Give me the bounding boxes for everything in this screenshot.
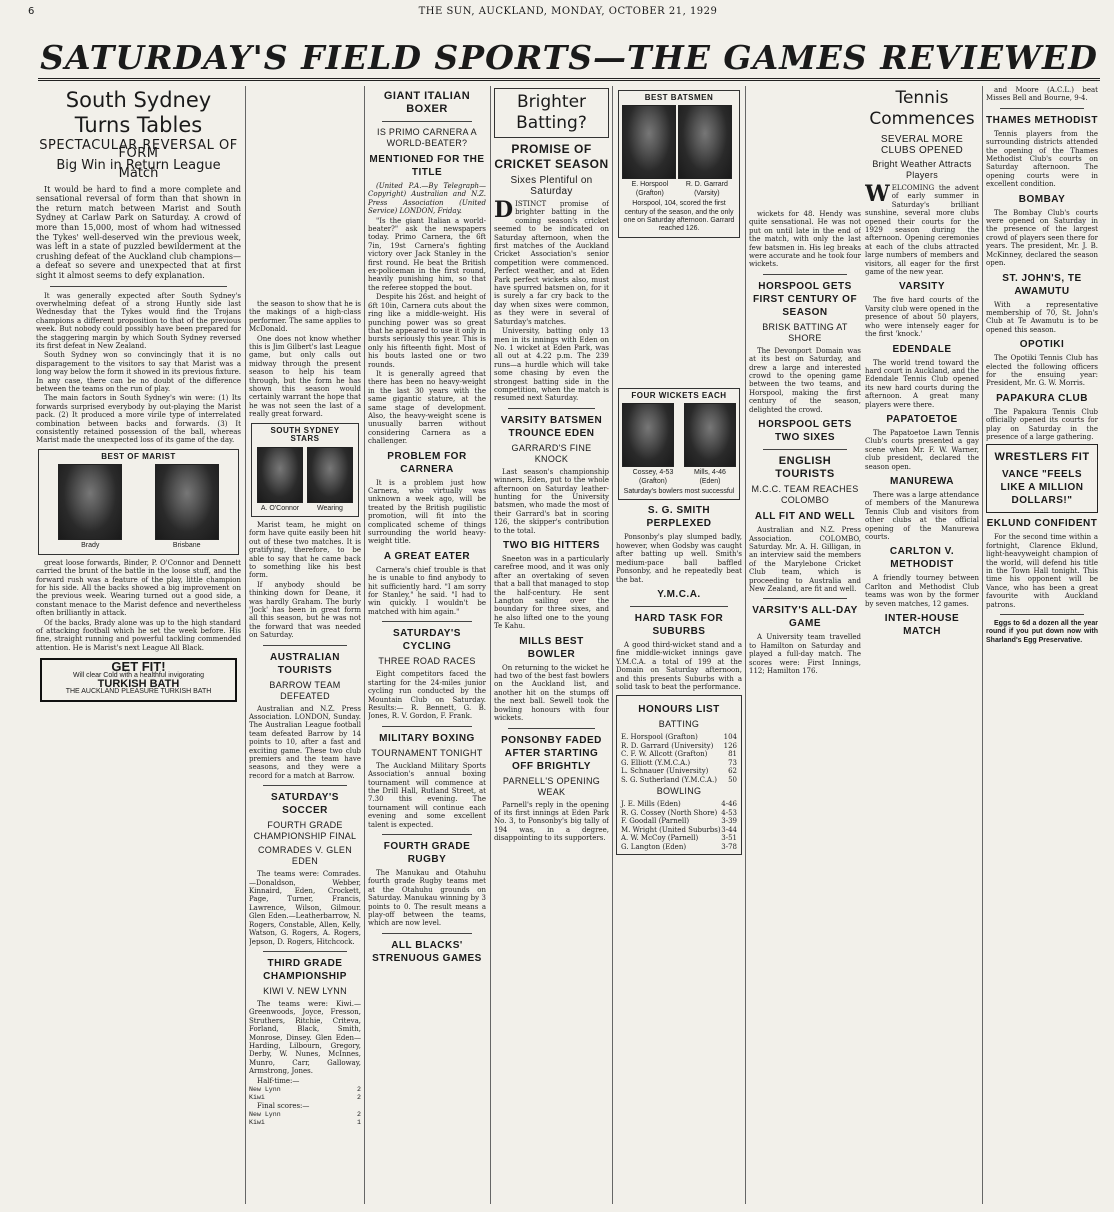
article-paragraph: A friendly tourney between Carlton and Methodist Club teams was won by the former by seven matches, 12 games. [865,574,979,608]
half-time-label: Half-time:— [257,1076,300,1085]
article-paragraph: It is a problem just how Carnera, who virtually was unknown a week ago, will be treated by the British pugilistic promotion, will fit into the complicated scheme of things surrounding the world heavy-weight title. [368,478,486,546]
article-paragraph: the season to show that he is the makings of a high-class performer. The same applies to McDonald. [249,300,361,334]
subhead-opotiki: OPOTIKI [1019,339,1065,351]
honours-row [621,834,737,843]
headline-varsity-batsmen: VARSITY BATSMEN TROUNCE EDEN [500,414,603,439]
headline-military-boxing: MILITARY BOXING [379,732,475,744]
column-cricket-photos [616,86,742,1204]
subhead-tournament: TOURNAMENT TONIGHT [371,747,483,758]
headline-soccer: SATURDAY'S SOCCER [271,792,339,817]
subhead-mcc: M.C.C. TEAM REACHES COLOMBO [751,484,859,506]
photo-caption: Wearing [317,504,343,512]
subhead-garrard: GARRARD'S FINE KNOCK [511,442,592,464]
headline-horspool: HORSPOOL GETS FIRST CENTURY OF SEASON [752,280,858,318]
photo-caption: Cossey, 4-53 (Grafton) [632,469,674,485]
honours-row [621,843,737,852]
final-scores-label: Final scores:— [257,1101,310,1110]
article-paragraph: and Moore (A.C.L.) beat Misses Bell and Bourne, 9-4. [986,86,1098,103]
page-banner: SATURDAY'S FIELD SPORTS—THE GAMES REVIEWED [38,38,1100,81]
article-paragraph: The Bombay Club's courts were opened on Saturday in the presence of the largest crowd of players seen there for years. The president, Mr. J. B. McKinney, declared the season open. [986,208,1098,268]
player-score: 104 [723,733,737,742]
lead-paragraph: It would be hard to find a more complete and sensational reversal of form than that shown in the return match between Marist and South Sydney at Carlaw Park on Saturday. A crowd of more than 15,000, most of whom had witnessed the Tykes' well-deserved win the previous week, was left in a state of puzzled bewilderment at the crushing defeat of the Auckland club champions—a defeat so severe and unexpected that at first sight it almost seems to defy explanation. [36,184,241,280]
subhead-more-clubs: SEVERAL MORE CLUBS OPENED [880,134,964,156]
divider [763,449,847,450]
player-photo [58,464,122,550]
honours-title: HONOURS LIST [638,704,720,716]
subhead-thames: THAMES METHODIST [986,114,1098,126]
subhead-manurewa: MANUREWA [890,475,954,487]
article-paragraph: Australian and N.Z. Press Association. LONDON, Sunday. The Australian League football team defeated Barrow by 14 points to 10, after a fast and exciting game. These two club premiers and the team have seasons, and they were a record for a match at Barrow. [249,704,361,780]
lead-text: ISTINCT promise of brighter batting in the coming season's cricket seemed to be indicated on Saturday afternoon, when the first matches of the Auckland Cricket Association's senior competition were commenced. Perfect weather, and at Eden Park perfect wickets also, must have spurred batsmen on, for it is surely a far cry back to the day when sixes were common, as they were in several of Saturday's matches. [494,200,609,326]
headline-all-blacks: ALL BLACKS' STRENUOUS GAMES [372,939,482,964]
player-score: 73 [728,758,737,767]
column-giant-boxer [368,86,486,1204]
player-score: 81 [728,750,737,759]
divider [1000,614,1084,615]
portrait-image [684,403,736,467]
egg-preservative-advert: Eggs to 6d a dozen all the year round if you put down now with Sharland's Egg Preservative. [986,620,1098,644]
subhead-mills: MILLS BEST BOWLER [519,635,584,660]
honours-row [621,817,737,826]
headline-wrestlers: WRESTLERS FIT [994,451,1090,464]
team-score: 2 [357,1111,361,1119]
honours-row [621,759,737,768]
divider [382,621,472,622]
player-name: F. Goodall (Parnell) [621,817,690,826]
photo-caption: Brisbane [172,542,201,550]
headline-south-sydney: South Sydney Turns Tables [65,88,212,137]
photo-title: FOUR WICKETS EACH [631,390,727,400]
article-paragraph: A good third-wicket stand and a fine middle-wicket innings gave Y.M.C.A. a total of 199 at the Domain on Saturday afternoon, and this presents Suburbs with a solid task to beat the performance. [616,640,742,691]
article-paragraph: Parnell's reply in the opening of its first innings at Eden Park No. 3, to Ponsonby's big tally of 194 was, in a degree, disappointing to its supporters. [494,800,609,843]
player-name: J. E. Mills (Eden) [621,800,681,809]
player-name: C. F. W. Allcott (Grafton) [621,750,708,759]
column-rule [245,86,246,1204]
player-name: M. Wright (United Suburbs) [621,825,721,834]
drop-cap: W [865,181,890,207]
player-name: L. Schnauer (University) [621,767,709,776]
player-figures: 3-44 [721,825,737,834]
advert-subtitle: Will clear Cold with a healthful invigorating [72,671,205,679]
headline-giant-boxer: GIANT ITALIAN BOXER [383,90,471,115]
subhead-inter-house: INTER-HOUSE MATCH [884,613,960,638]
headline-english-tourists: ENGLISH TOURISTS [775,455,835,481]
honours-list [616,695,742,855]
photo-title: BEST OF MARIST [101,451,176,461]
article-paragraph: With a representative membership of 70, St. John's Club at Te Awamutu is to be opened this season. [986,300,1098,334]
divider [263,645,347,646]
photo-note: Saturday's bowlers most successful [623,488,735,496]
player-photo [678,105,736,198]
photo-caption: R. D. Garrard (Varsity) [685,181,728,197]
photo-best-of-marist [38,449,239,555]
divider [382,834,472,835]
article-paragraph: The Opotiki Tennis Club has elected the following officers for the ensuing year: President, Mr. G. W. Morris. [986,354,1098,388]
subhead-great-eater: A GREAT EATER [383,550,471,562]
photo-note: Horspool, 104, scored the first century of the season, and the only one on Saturday afternoon. Garrard reached 126. [623,200,735,233]
subhead-papatoetoe: PAPATOETOE [886,413,958,425]
subhead-st-johns: ST. JOHN'S, TE AWAMUTU [1002,272,1082,297]
subhead-parnell: PARNELL'S OPENING WEAK [502,775,601,797]
player-figures: 3-78 [721,842,737,851]
player-score: 62 [728,767,737,776]
player-photo [307,447,353,513]
article-paragraph: On returning to the wicket he had two of the best fast bowlers on the Auckland list, and another hit on the stumps off the next ball. Sewell took the bowling honours with four wickets. [494,663,609,723]
article-paragraph: The Manukau and Otahuhu fourth grade Rugby teams met at the Otahuhu grounds on Saturday. Manukau winning by 3 points to 0. The result means a play-off between the teams, which are now level. [368,868,486,928]
photo-four-wickets [618,388,740,501]
honours-row [621,800,737,809]
column-sport-briefs [249,300,361,1204]
divider [263,951,347,952]
headline-ponsonby: PONSONBY FADED AFTER STARTING OFF BRIGHTLY [501,734,602,772]
player-name: R. G. Cossey (North Shore) [621,808,718,817]
half-time-scores [249,1086,361,1102]
masthead [28,4,1108,20]
column-rule [364,86,365,1204]
portrait-image [307,447,353,503]
honours-row [621,826,737,835]
article-paragraph: The world trend toward the hard court in Auckland, and the Edendale Tennis Club opened its new hard courts during the afternoon. A great many players were there. [865,358,979,409]
player-figures: 3-39 [721,817,737,826]
divider [382,933,472,934]
article-paragraph: The Papakura Tennis Club officially opened its courts for play on Saturday in the presence of a large gathering. [986,407,1098,441]
team-score: 2 [357,1085,361,1093]
headline-brighter-batting: Brighter Batting? [494,88,609,138]
divider [1000,108,1084,109]
player-name: E. Horspool (Grafton) [621,733,698,742]
column-rule [745,86,746,1204]
subhead-eklund: EKLUND CONFIDENT [986,518,1098,530]
advert-footer: THE AUCKLAND PLEASURE TURKISH BATH [65,688,212,696]
article-paragraph: The main factors in South Sydney's win were: (1) Its forwards surprised everybody by out-playing the Marist pack. (2) It produced a more virile type of interrelated combination between backs and forwards. (3) It consistently retained possession of the ball, whereas Marist made the unexpected loss of its game of the day. [36,394,241,445]
player-figures: 4-53 [721,808,737,817]
portrait-image [257,447,303,503]
photo-caption: A. O'Connor [260,504,300,512]
wrestlers-box [986,444,1098,513]
player-name: G. Langton (Eden) [621,842,687,851]
subhead-varsity: VARSITY [898,281,946,293]
subhead-reversal: SPECTACULAR REVERSAL OF FORM [39,138,238,162]
press-credit: (United P.A.—By Telegraph—Copyright) Australian and N.Z. Press Association (United Service) LONDON, Friday. [368,182,486,216]
subhead-smith: S. G. SMITH PERPLEXED [646,505,712,530]
article-paragraph: Last season's championship winners, Eden, put to the whole afternoon on Saturday leather-hunting for the University batsmen, who made the most of their Garrard's bat in scoring 126, the skipper's contribution to the total. [494,467,609,535]
article-paragraph: University, batting only 13 men in its innings with Eden on No. 1 wicket at Eden Park, was all out at 4.22 p.m. The 239 runs—a hurdle which will take some chasing by even the strongest batting side in the competition, when the match is resumed next Saturday. [494,327,609,403]
portrait-image [622,105,676,179]
article-paragraph: Of the backs, Brady alone was up to the high standard of attacking football which he set the week before. His fine, straight running and powerful tackling commended attention. He is Marist's next League All Black. [36,618,241,652]
lead-paragraph [865,181,979,277]
headline-tennis: Tennis Commences [869,88,975,129]
divider [263,785,347,786]
player-photo [684,403,736,486]
player-photo [257,447,303,513]
divider [50,286,227,287]
column-tennis-clubs [986,86,1098,1204]
team-name: Kiwi [249,1119,265,1127]
article-paragraph: The Auckland Military Sports Association's annual boxing tournament will commence at the Drill Hall, Rutland Street, at 7.30 this evening. The tournament will continue each evening and some excellent talent is expected. [368,761,486,829]
subhead-two-sixes: HORSPOOL GETS TWO SIXES [758,419,852,444]
turkish-bath-advert [40,658,237,702]
subhead-road-races: THREE ROAD RACES [378,656,476,667]
article-paragraph: If anybody should be thinking down for Deane, it was hardly Graham. The burly 'Jock' has been in great form all this season, but he was not the forward that was needed on Saturday. [249,580,361,640]
column-rule [982,86,983,1204]
headline-varsity-all-day: VARSITY'S ALL-DAY GAME [752,605,858,630]
honours-row [621,809,737,818]
article-paragraph: The teams were: Kiwi.—Greenwoods, Joyce, Fresson, Struthers, Ritchie, Criteva, Forland, Black, Smith, Monrose, Dinsey. Glen Eden—Harding, Lilbourn, Gregory, Derby, W. Nunes, McInnes, Munro, Carr, Galloway, Armstrong, Jones. [249,999,361,1076]
divider [382,726,472,727]
headline-australian-tourists: AUSTRALIAN TOURISTS [270,651,340,676]
subhead-brisk: BRISK BATTING AT SHORE [762,321,848,343]
advert-name: TURKISH BATH [97,677,180,690]
article-paragraph: Carnera's chief trouble is that he is unable to find anybody to hit sufficiently hard. "I am sorry for Stanley," he said. "I had to win quickly. I wouldn't be matched with him again." [368,565,486,616]
column-rule [490,86,491,1204]
article-paragraph: It is generally agreed that there has been no heavy-weight in the last 30 years with the same gigantic stature, at the same stage of development. Also, the heavy-weight scene is unusually barren without considering Carnera as a challenger. [368,369,486,446]
honours-row [621,742,737,751]
divider [508,408,595,409]
subhead-vance: VANCE "FEELS LIKE A MILLION DOLLARS!" [1000,469,1084,507]
paper-line: THE SUN, AUCKLAND, MONDAY, OCTOBER 21, 1929 [418,6,718,17]
article-paragraph: It was generally expected after South Sydney's overwhelming defeat of a strong Huntly side last Wednesday that the Tykes would find the Trojans champions a different proposition to that of the previous week. But nobody could possibly have been prepared for the staggering margin by which South Sydney reversed its first defeat in New Zealand. [36,291,241,350]
subhead-papakura: PAPAKURA CLUB [996,392,1088,404]
subhead-big-win: Big Win in Return League Match [56,157,221,182]
player-photo [622,105,678,198]
article-paragraph: For the second time within a fortnight, Clarence Eklund, light-heavyweight champion of the world, will defend his title in the Town Hall tonight. This time his opponent will be Vance, who has been a great favourite with Auckland patrons. [986,533,1098,609]
player-name: G. Elliott (Y.M.C.A.) [621,758,691,767]
article-paragraph: wickets for 48. Hendy was quite sensational. He was not put on until late in the end of the match, with only the last few batsmen in. His leg breaks were accurate and he took four wickets. [749,210,861,269]
score-row [249,1094,361,1102]
page-number: 6 [28,6,35,17]
article-paragraph: There was a large attendance of members of the Manurewa Tennis Club and visitors from other clubs at the official opening of the Manurewa courts. [865,490,979,541]
portrait-image [155,464,219,540]
subhead-carnera: IS PRIMO CARNERA A WORLD-BEATER? [377,127,477,148]
photo-best-batsmen [618,90,740,238]
column-south-sydney [36,86,241,1204]
drop-cap: D [494,197,514,223]
subhead-barrow: BARROW TEAM DEFEATED [269,679,341,701]
article-paragraph: Australian and N.Z. Press Association. COLOMBO, Saturday. Mr. A. H. Gilligan, in an interview said the members of the Marylebone Cricket Club team, which is proceeding to Australia and New Zealand, are fit and well. [749,526,861,593]
player-photo [622,403,684,486]
divider [630,606,728,607]
player-name: S. G. Sutherland (Y.M.C.A.) [621,775,717,784]
player-photo [155,464,219,550]
bowling-title: BOWLING [656,786,702,797]
divider [763,598,847,599]
column-brighter-batting [494,86,609,1204]
score-row [249,1086,361,1094]
subhead-ymca: Y.M.C.A. [657,588,701,600]
article-paragraph: "Is the giant Italian a world-beater?" ask the newspapers today. Primo Carnera, the 6ft 7in, 19st Carnera's fighting victory over Jack Stanley in the first round. He beat the British ex-policeman in the first round, heavily punishing him, so that the referee stopped the bout. [368,216,486,292]
article-paragraph: The Devonport Domain was at its best on Saturday, and drew a large and interested crowd to the opening game between the two teams, and Horspool, making the first century of the season, delighted the crowd. [749,346,861,414]
final-scores [249,1111,361,1127]
subhead-bombay: BOMBAY [1018,193,1066,205]
subhead-problem: PROBLEM FOR CARNERA [387,450,467,475]
photo-caption: E. Horspool (Grafton) [631,181,669,197]
player-name: R. D. Garrard (University) [621,741,714,750]
subhead-comrades: COMRADES V. GLEN EDEN [258,845,352,867]
batting-title: BATTING [658,719,700,730]
article-paragraph: One does not know whether this is Jim Gilbert's last League game, but only calls out midway through the present season to help his team through, but the form he has shown this season would certainly warrant the hope that he was not seen the last of a really great forward. [249,334,361,419]
portrait-image [58,464,122,540]
player-score: 50 [728,775,737,784]
column-tennis [865,86,979,1204]
subhead-fourth-grade: FOURTH GRADE CHAMPIONSHIP FINAL [253,820,357,842]
article-paragraph: Sneeton was in a particularly carefree mood, and it was only after an overtaking of seven that a ball that managed to stop the half-century. He sent Langton sailing over the boundary for three sixes, and he also lifted one to the young Te Kahu. [494,555,609,631]
photo-caption: Mills, 4-46 (Eden) [694,469,726,485]
player-figures: 4-46 [721,800,737,809]
photo-caption: Brady [81,542,100,550]
headline-cycling: SATURDAY'S CYCLING [393,628,461,653]
photo-south-sydney-stars [251,423,359,517]
article-paragraph: Tennis players from the surrounding districts attended the opening of the Thames Methodist Club's courts on Saturday afternoon. The opening courts were in excellent condition. [986,129,1098,189]
subhead-carlton: CARLTON V. METHODIST [889,546,955,571]
subhead-two-big-hitters: TWO BIG HITTERS [503,540,600,551]
column-rule [612,86,613,1204]
article-paragraph: The teams were: Comrades.—Donaldson, Webber, Kinnaird, Eden, Crockett, Page, Turner, Francis, Lawrence, Wilson, Gilmour. Glen Eden.—Leatherbarrow, N. Rogers, Constable, Allen, Kelly, Watson, G. Rogers, A. Rogers, Jepson, D. Rogers, Hitchcock. [249,870,361,946]
article-paragraph: Despite his 26st. and height of 6ft 10in, Carnera cuts about the ring like a middle-weight. His punching power was so great that he appeared to use it only in bursts seriously this year. This is only his fifteenth fight. Most of his bouts lasted one or two rounds. [368,293,486,369]
article-paragraph: Ponsonby's play slumped badly, however, when Godsby was caught after batting up well. Smith's medium-pace ball baffled Ponsonby, and he repeatedly beat the bat. [616,533,742,584]
headline-fourth-grade-rugby: FOURTH GRADE RUGBY [383,840,471,865]
score-row [249,1119,361,1127]
honours-row [621,767,737,776]
subhead-edendale: EDENDALE [892,343,952,355]
score-row [249,1111,361,1119]
article-paragraph: South Sydney won so convincingly that it is no disparagement to the visitors to say that Marist was a long way below the form it showed in its previous fixture. In any case, there can be no doubt of the difference between the teams on the run of play. [36,351,241,394]
subhead-promise: PROMISE OF CRICKET SEASON [494,142,609,171]
subhead-sixes: Sixes Plentiful on Saturday [510,175,593,197]
player-name: A. W. McCoy (Parnell) [621,834,699,843]
divider [382,121,472,122]
divider [763,274,847,275]
article-paragraph: Marist team, he might on form have quite easily been hit out of these two matches. It is gratifying, therefore, to be able to say that he came back to something like his best form. [249,520,361,580]
subhead-title: MENTIONED FOR THE TITLE [369,154,485,178]
headline-hard-task: HARD TASK FOR SUBURBS [634,612,724,637]
honours-row [621,733,737,742]
team-score: 1 [357,1119,361,1127]
subhead-kiwi: KIWI V. NEW LYNN [263,985,347,996]
subhead-all-fit: ALL FIT AND WELL [754,511,856,523]
article-paragraph: great loose forwards, Binder, P. O'Connor and Dennett carried the brunt of the battle in the loose stuff, and the forward rush was a feature of the play, little champion for his side. All the backs showed a big improvement on the previous week. Wearing turned out a good side, a constant menace to the Marist defence and nevertheless often brilliantly in attack. [36,558,241,618]
lead-text: ELCOMING the advent of early summer in Saturday's brilliant sunshine, several more clubs opened their courts for the 1929 season during the afternoon. Opening ceremonies at each of the clubs attracted large numbers of members and visitors, all eager for the first game of the new year. [865,184,979,277]
lead-paragraph [494,197,609,326]
divider [508,728,595,729]
portrait-image [678,105,732,179]
article-paragraph: The Papatoetoe Lawn Tennis Club's courts presented a gay scene when Mr. F. W. Warner, club president, declared the season open. [865,428,979,471]
player-figures: 3-51 [721,834,737,843]
article-paragraph: Eight competitors faced the starting for the 24-miles junior cycling run conducted by the Mountain Club on Saturday. Results:— R. Bennett, G. B. Jones, R. V. Gordon, F. Frank. [368,670,486,721]
column-shore-batting [749,210,861,1204]
team-name: New Lynn [249,1111,281,1119]
headline-third-grade: THIRD GRADE CHAMPIONSHIP [263,957,347,982]
portrait-image [622,403,674,467]
advert-title: GET FIT! [111,659,166,675]
team-score: 2 [357,1093,361,1101]
article-paragraph: A University team travelled to Hamilton on Saturday and played a full-day match. The scores were: First Innings, 112; Hamilton 176. [749,633,861,675]
photo-title: SOUTH SYDNEY STARS [270,425,340,444]
honours-row [621,750,737,759]
honours-row [621,776,737,785]
photo-title: BEST BATSMEN [644,93,714,102]
article-paragraph: The five hard courts of the Varsity club were opened in the presence of about 50 players, who were intensely eager for the first 'knock.' [865,296,979,339]
subhead-bright-weather: Bright Weather Attracts Players [872,159,972,180]
team-name: Kiwi [249,1093,265,1101]
team-name: New Lynn [249,1085,281,1093]
player-score: 126 [723,741,737,750]
